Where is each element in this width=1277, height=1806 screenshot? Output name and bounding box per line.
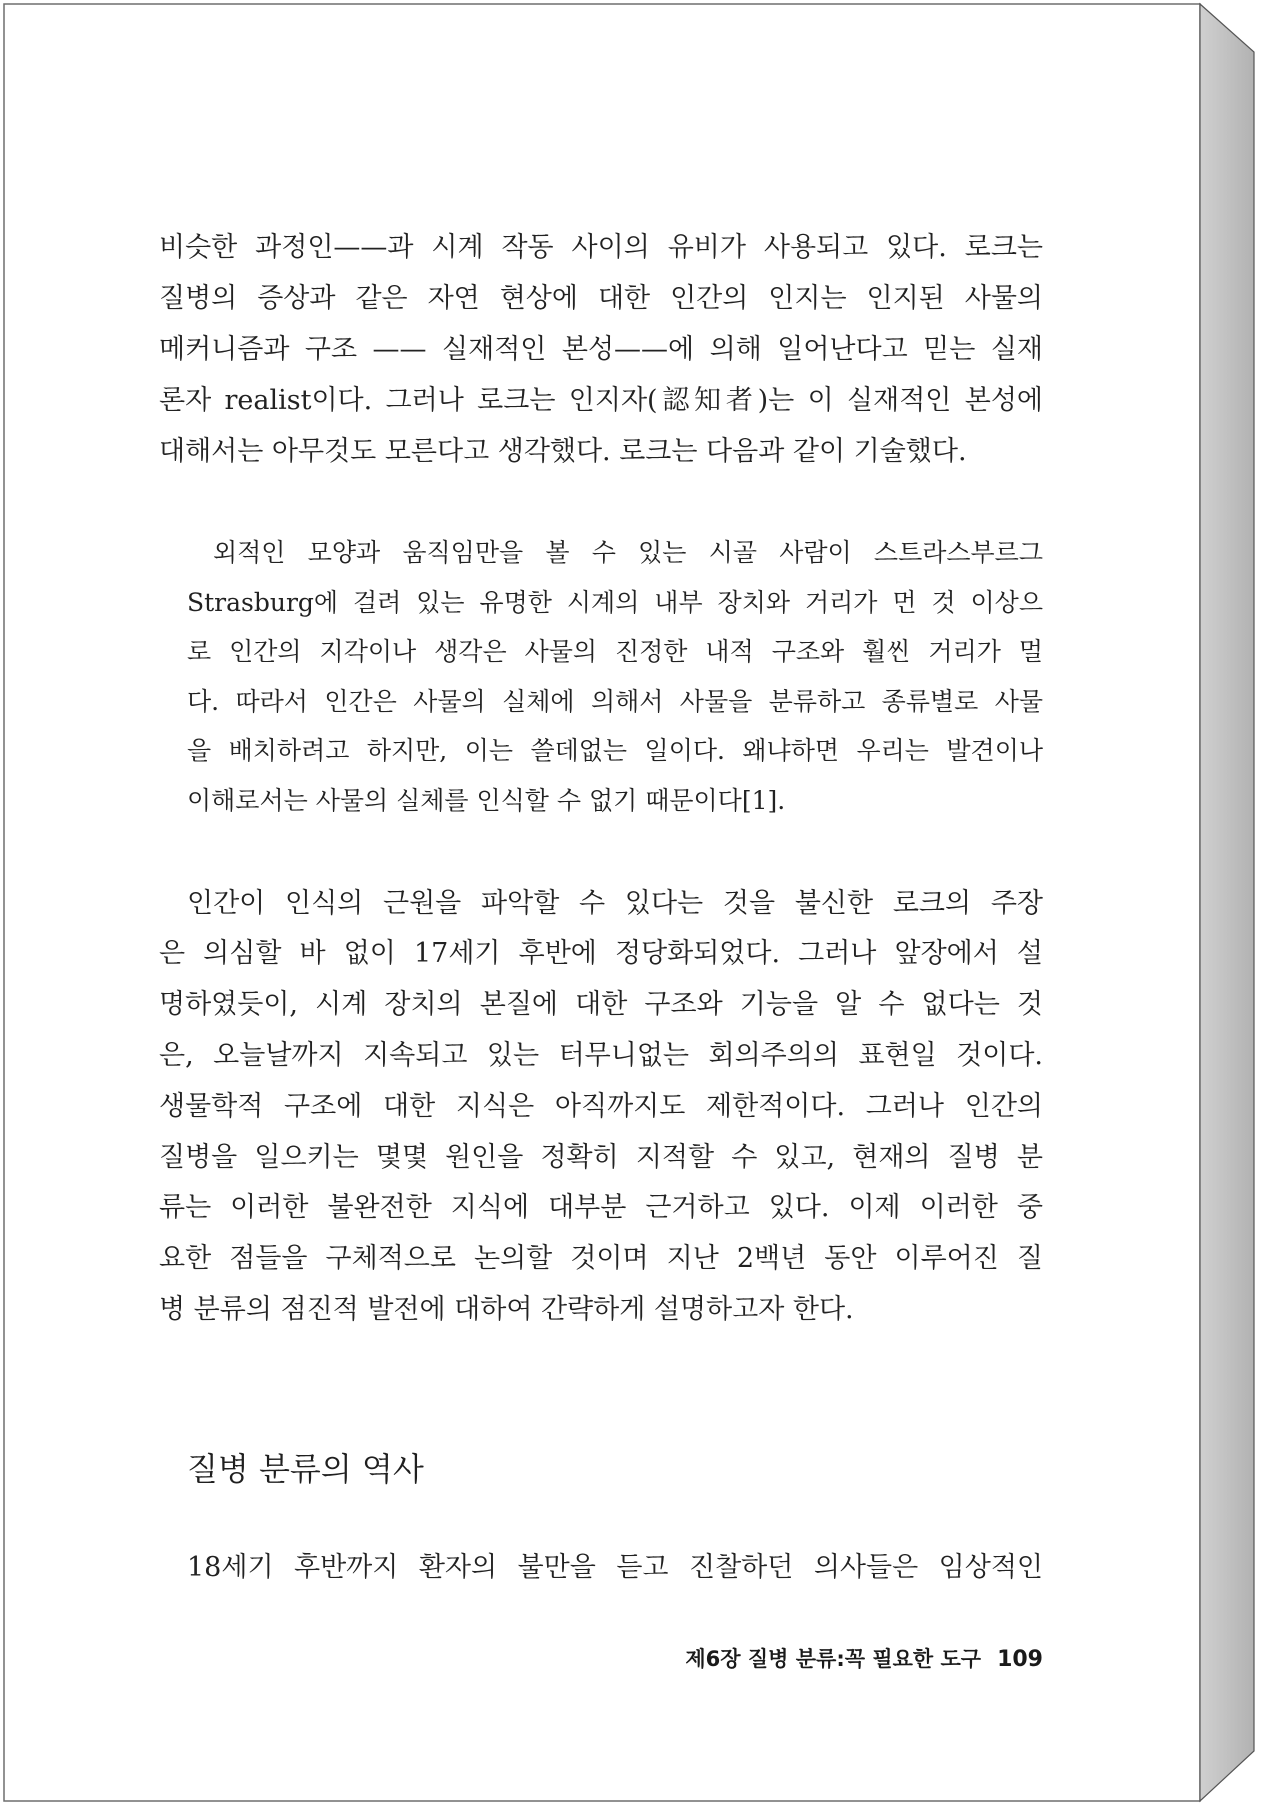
text-line: 요한 점들을 구체적으로 논의할 것이며 지난 2백년 동안 이루어진 질 (159, 1243, 1043, 1275)
text-line: 은, 오늘날까지 지속되고 있는 터무니없는 회의주의의 표현일 것이다. (159, 1039, 1043, 1071)
body-paragraph-1 (159, 222, 1043, 477)
quote-line: 외적인 모양과 움직임만을 볼 수 있는 시골 사람이 스트라스부르그 (213, 538, 1043, 567)
text-line: 론자 realist이다. 그러나 로크는 인지자(認知者)는 이 실재적인 본성에 (159, 385, 1043, 416)
text-line: 대해서는 아무것도 모른다고 생각했다. 로크는 다음과 같이 기술했다. (159, 436, 967, 467)
body-paragraph-3 (159, 1542, 1043, 1593)
text-line: 명하였듯이, 시계 장치의 본질에 대한 구조와 기능을 알 수 없다는 것 (159, 989, 1043, 1021)
text-line: 메커니즘과 구조 —— 실재적인 본성——에 의해 일어난다고 믿는 실재 (159, 334, 1043, 365)
chapter-title: 제6장 질병 분류:꼭 필요한 도구 (685, 1647, 982, 1671)
text-line: 은 의심할 바 없이 17세기 후반에 정당화되었다. 그러나 앞장에서 설 (159, 938, 1043, 970)
body-paragraph-2 (159, 879, 1043, 1336)
quote-line: 을 배치하려고 하지만, 이는 쓸데없는 일이다. 왜냐하면 우리는 발견이나 (187, 736, 1043, 765)
text-line: 병 분류의 점진적 발전에 대하여 간략하게 설명하고자 한다. (159, 1293, 854, 1325)
page-number: 109 (997, 1647, 1043, 1672)
text-line: 질병을 일으키는 몇몇 원인을 정확히 지적할 수 있고, 현재의 질병 분 (159, 1141, 1043, 1173)
quote-line: 다. 따라서 인간은 사물의 실체에 의해서 사물을 분류하고 종류별로 사물 (187, 686, 1043, 716)
quote-line: 로 인간의 지각이나 생각은 사물의 진정한 내적 구조와 훨씬 거리가 멀 (187, 637, 1043, 666)
page-stack-edge (1200, 4, 1254, 1801)
text-line: 생물학적 구조에 대한 지식은 아직까지도 제한적이다. 그러나 인간의 (159, 1090, 1043, 1122)
text-line: 인간이 인식의 근원을 파악할 수 있다는 것을 불신한 로크의 주장 (187, 887, 1043, 919)
section-heading: 질병 분류의 역사 (187, 1450, 424, 1488)
block-quote (187, 528, 1043, 825)
text-line: 18세기 후반까지 환자의 불만을 듣고 진찰하던 의사들은 임상적인 (187, 1551, 1043, 1583)
quote-line: 이해로서는 사물의 실체를 인식할 수 없기 때문이다[1]. (187, 785, 786, 815)
running-footer (560, 1646, 1043, 1672)
text-line: 질병의 증상과 같은 자연 현상에 대한 인간의 인지는 인지된 사물의 (159, 283, 1043, 314)
text-line: 류는 이러한 불완전한 지식에 대부분 근거하고 있다. 이제 이러한 중 (159, 1192, 1043, 1224)
text-line: 비슷한 과정인——과 시계 작동 사이의 유비가 사용되고 있다. 로크는 (159, 232, 1043, 263)
quote-line: Strasburg에 걸려 있는 유명한 시계의 내부 장치와 거리가 먼 것 이상으 (187, 587, 1043, 617)
